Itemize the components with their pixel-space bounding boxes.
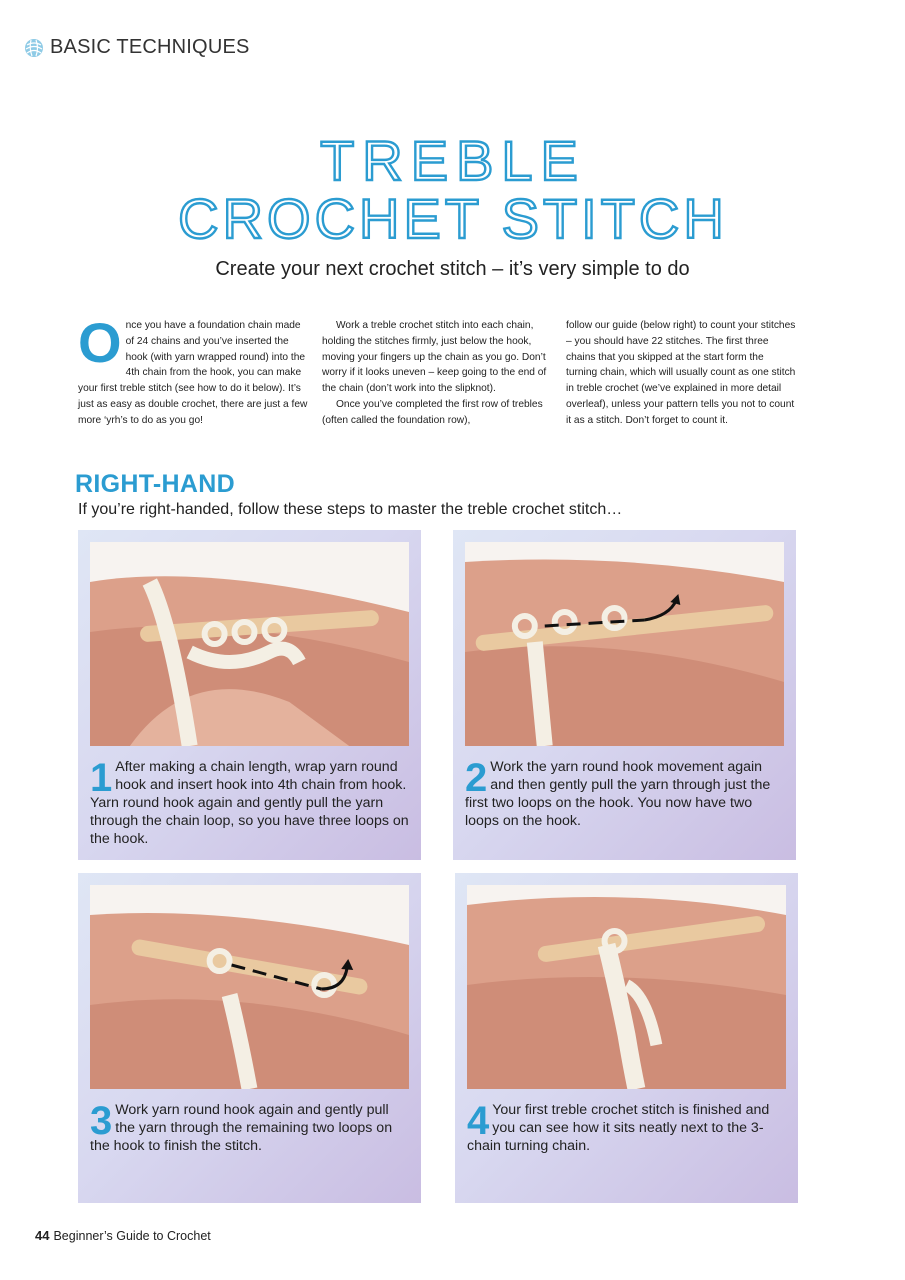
- step-number-3: 3: [90, 1099, 113, 1143]
- step-photo-4: [467, 885, 786, 1089]
- intro-text: [78, 311, 796, 429]
- intro-paragraph-3: Once you’ve completed the first row of trebles (often called the foundation row),: [322, 398, 543, 426]
- section-label: BASIC TECHNIQUES: [50, 36, 250, 58]
- step-photo-1: [90, 542, 409, 746]
- step-card-3: [78, 873, 421, 1203]
- page-subtitle: Create your next crochet stitch – it’s very simple to do: [215, 258, 690, 280]
- page-title: [0, 128, 905, 244]
- step-caption-3: [90, 1101, 411, 1155]
- step-photo-3: [90, 885, 409, 1089]
- right-hand-subheading: If you’re right-handed, follow these steps to master the treble crochet stitch…: [78, 501, 623, 518]
- step-text-2: Work the yarn round hook movement again and then gently pull the yarn through just the first two loops on the hook. You now have two loops on the hook.: [465, 759, 771, 829]
- drop-cap: O: [78, 311, 122, 374]
- step-text-1: After making a chain length, wrap yarn round hook and insert hook into 4th chain from hook. Yarn round hook again and gently pull the yarn through the chain loop, so you have three loops on the hook.: [90, 759, 409, 847]
- step-caption-2: [465, 758, 786, 830]
- title-line-2: CROCHET STITCH: [177, 187, 728, 244]
- intro-paragraph-2: Work a treble crochet stitch into each chain, holding the stitches firmly, just below the hook, moving your fingers up the chain as you go. Don’t worry if it looks uneven – keep going to the end of the chain (don’t work into the slipknot).: [322, 320, 547, 395]
- intro-paragraph-4: follow our guide (below right) to count your stitches – you should have 22 stitches. The first three chains that you skipped at the start form the turning chain, which will usually count as one stitch in treble crochet (we’ve explained in more detail overleaf), unless your pattern tells you not to count it as a stitch. Don’t forget to count it.: [566, 320, 796, 426]
- right-hand-heading: RIGHT-HAND: [75, 470, 235, 498]
- step-caption-1: [90, 758, 411, 848]
- step-caption-4: [467, 1101, 788, 1155]
- step-number-2: 2: [465, 756, 488, 800]
- step-number-4: 4: [467, 1099, 490, 1143]
- step-card-4: [455, 873, 798, 1203]
- section-tag: [24, 36, 250, 59]
- step-text-4: Your first treble crochet stitch is finished and you can see how it sits neatly next to the 3-chain turning chain.: [467, 1102, 770, 1154]
- intro-column-3: [566, 318, 796, 429]
- title-line-1: TREBLE: [319, 129, 586, 192]
- step-photo-2: [465, 542, 784, 746]
- intro-column-1: [78, 311, 308, 429]
- intro-paragraph-1: nce you have a foundation chain made of 24 chains and you’ve inserted the hook (with yarn wrapped round) into the 4th chain from the hook, you can make your first treble stitch (see how to do it below). It’s just as easy as double crochet, there are just a few more ‘yrh’s to do as you go!: [78, 320, 308, 426]
- step-number-1: 1: [90, 756, 113, 800]
- publication-name: Beginner’s Guide to Crochet: [53, 1229, 211, 1243]
- yarn-ball-icon: [24, 38, 44, 58]
- page-number: 44: [35, 1228, 50, 1243]
- intro-column-2: [322, 318, 552, 429]
- step-card-1: [78, 530, 421, 860]
- page-footer: [35, 1228, 211, 1243]
- step-text-3: Work yarn round hook again and gently pull the yarn through the remaining two loops on the hook to finish the stitch.: [90, 1102, 393, 1154]
- step-card-2: [453, 530, 796, 860]
